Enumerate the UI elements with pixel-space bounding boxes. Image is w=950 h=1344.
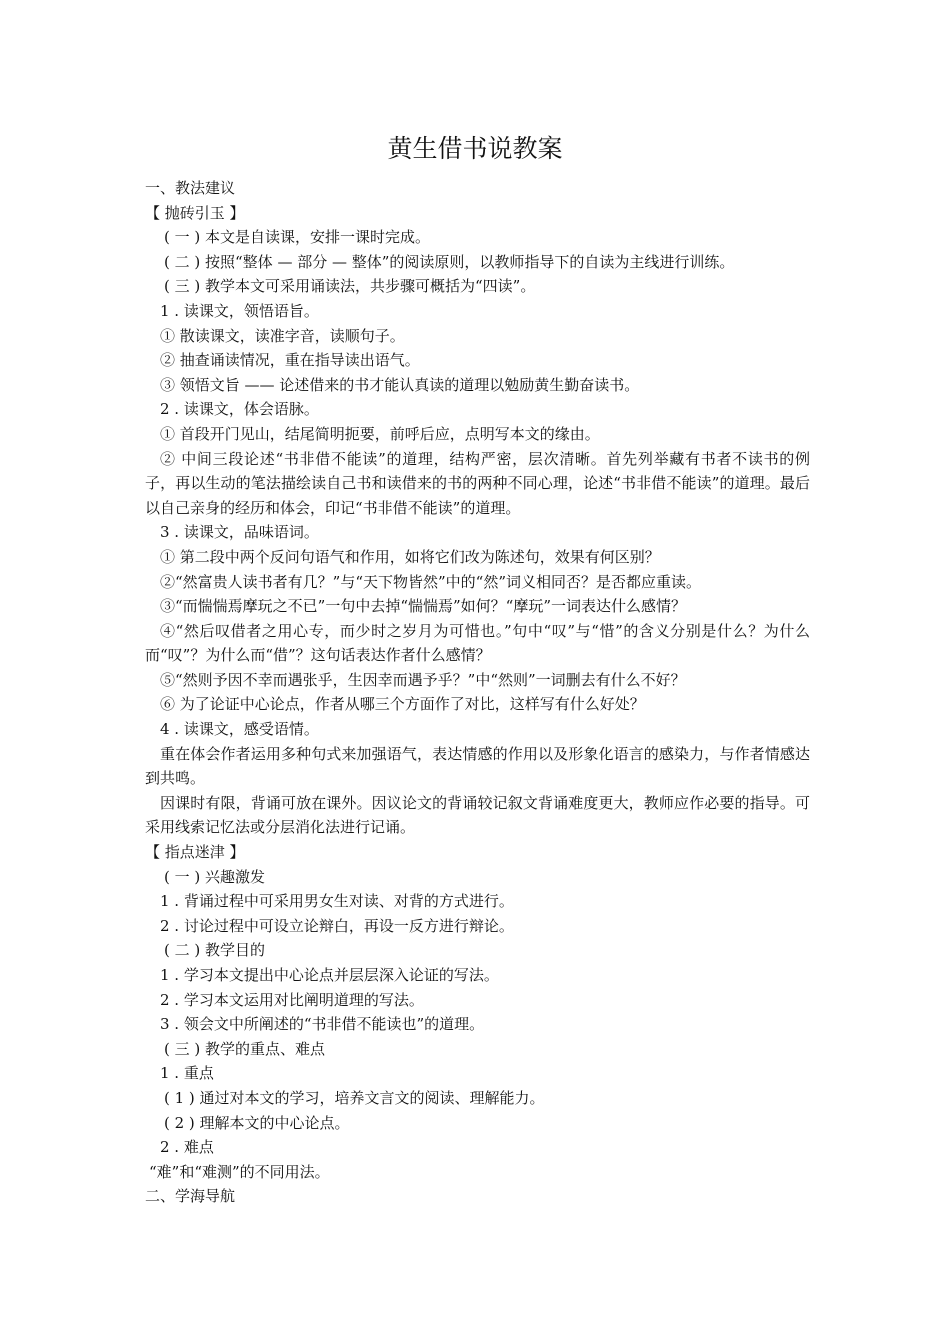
subsection-heading: 【 指点迷津 】	[145, 843, 245, 862]
list-item: ① 首段开门见山，结尾简明扼要，前呼后应，点明写本文的缘由。	[160, 424, 600, 443]
list-item: ( 2 ) 理解本文的中心论点。	[164, 1113, 350, 1132]
list-item: 3 . 领会文中所阐述的“书非借不能读也”的道理。	[160, 1015, 485, 1034]
list-item: ① 散读课文，读准字音，读顺句子。	[160, 326, 405, 345]
section-heading: 一、教法建议	[145, 179, 236, 197]
list-item: 2 . 学习本文运用对比阐明道理的写法。	[160, 990, 424, 1009]
list-item: ③ 领悟文旨 —— 论述借来的书才能认真读的道理以勉励黄生勤奋读书。	[160, 375, 640, 394]
list-item: 2 . 难点	[160, 1138, 214, 1157]
list-item: 1 . 读课文，领悟语旨。	[160, 301, 319, 320]
list-item: ② 抽查诵读情况，重在指导读出语气。	[160, 351, 420, 370]
list-item: 3 . 读课文，品味语词。	[160, 523, 319, 542]
list-item: ⑤“然则予因不幸而遇张乎，生因幸而遇予乎？”中“然则”一词删去有什么不好？	[160, 670, 686, 689]
paragraph: ( 一 ) 本文是自读课，安排一课时完成。	[164, 228, 431, 247]
paragraph: ④“然后叹借者之用心专，而少时之岁月为可惜也。”句中“叹”与“惜”的含义分别是什么？为什么而“叹”？为什么而“借”？这句话表达作者什么感情？	[145, 621, 810, 665]
paragraph: ( 一 ) 兴趣激发	[164, 867, 266, 886]
paragraph: ( 二 ) 按照“整体 — 部分 — 整体”的阅读原则，以教师指导下的自读为主线进行训练。	[164, 252, 735, 271]
paragraph: ② 中间三段论述“书非借不能读”的道理，结构严密，层次清晰。首先列举藏有书者不读书的例子，再以生动的笔法描绘读自己书和读借来的书的两种不同心理，论述“书非借不能读”的道理。最后以自己亲身的经历和体会，印记“书非借不能读”的道理。	[145, 449, 810, 517]
paragraph: 因课时有限，背诵可放在课外。因议论文的背诵较记叙文背诵难度更大，教师应作必要的指导。可采用线索记忆法或分层消化法进行记诵。	[145, 793, 810, 837]
document-title: 黄生借书说教案	[387, 134, 563, 163]
list-item: ③“而惴惴焉摩玩之不已”一句中去掉“惴惴焉”如何？“摩玩”一词表达什么感情？	[160, 597, 687, 616]
list-item: ( 1 ) 通过对本文的学习，培养文言文的阅读、理解能力。	[164, 1088, 545, 1107]
paragraph: ( 三 ) 教学的重点、难点	[164, 1039, 326, 1058]
list-item: ②“然富贵人读书者有几？”与“天下物皆然”中的“然”词义相同否？是否都应重读。	[160, 572, 702, 591]
list-item: 1 . 重点	[160, 1064, 214, 1083]
paragraph: ( 二 ) 教学目的	[164, 941, 266, 960]
list-item: 2 . 读课文，体会语脉。	[160, 400, 319, 419]
list-item: 4 . 读课文，感受语情。	[160, 720, 319, 739]
list-item: 2 . 讨论过程中可设立论辩白，再设一反方进行辩论。	[160, 916, 514, 935]
list-item: ① 第二段中两个反问句语气和作用，如将它们改为陈述句，效果有何区别？	[160, 547, 660, 566]
paragraph: ( 三 ) 教学本文可采用诵读法，共步骤可概括为“四读”。	[164, 277, 536, 296]
paragraph: 重在体会作者运用多种句式来加强语气，表达情感的作用以及形象化语言的感染力，与作者情感达到共鸣。	[145, 744, 810, 788]
list-item: ⑥ 为了论证中心论点，作者从哪三个方面作了对比，这样写有什么好处？	[160, 695, 645, 714]
document-body	[145, 176, 810, 1209]
list-item: 1 . 学习本文提出中心论点并层层深入论证的写法。	[160, 966, 499, 984]
section-heading: 二、学海导航	[145, 1187, 236, 1206]
paragraph: “难”和“难测”的不同用法。	[149, 1162, 330, 1181]
subsection-heading: 【 抛砖引玉 】	[145, 203, 245, 222]
list-item: 1 . 背诵过程中可采用男女生对读、对背的方式进行。	[160, 892, 514, 911]
